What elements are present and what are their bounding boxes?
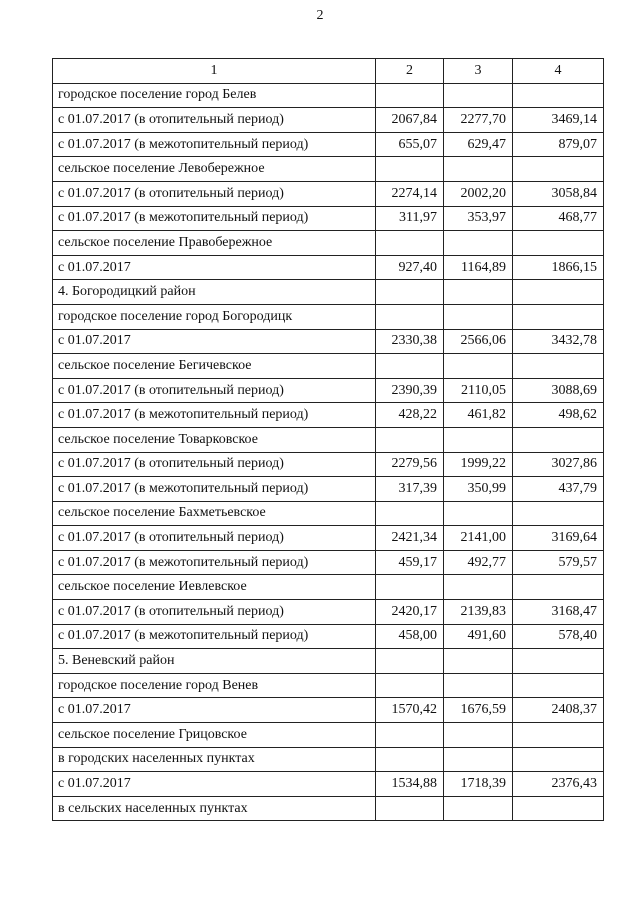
value-cell-col3 <box>444 673 513 698</box>
value-cell-col4: 2408,37 <box>513 698 604 723</box>
value-cell-col2: 927,40 <box>376 255 444 280</box>
value-cell-col2: 2330,38 <box>376 329 444 354</box>
value-cell-col2: 458,00 <box>376 624 444 649</box>
value-cell-col4 <box>513 83 604 108</box>
row-label: сельское поселение Левобережное <box>53 157 376 182</box>
value-cell-col4 <box>513 575 604 600</box>
value-cell-col2: 317,39 <box>376 477 444 502</box>
table-row <box>53 477 604 502</box>
table-row <box>53 157 604 182</box>
column-header-2: 2 <box>376 59 444 84</box>
value-cell-col2: 2274,14 <box>376 181 444 206</box>
value-cell-col2 <box>376 649 444 674</box>
table-row <box>53 83 604 108</box>
table-row <box>53 772 604 797</box>
value-cell-col3 <box>444 354 513 379</box>
row-label: с 01.07.2017 (в межотопительный период) <box>53 132 376 157</box>
value-cell-col2 <box>376 304 444 329</box>
value-cell-col3 <box>444 723 513 748</box>
value-cell-col3: 1676,59 <box>444 698 513 723</box>
value-cell-col3: 350,99 <box>444 477 513 502</box>
value-cell-col4 <box>513 427 604 452</box>
row-label: сельское поселение Грицовское <box>53 723 376 748</box>
value-cell-col3: 2110,05 <box>444 378 513 403</box>
value-cell-col4 <box>513 673 604 698</box>
value-cell-col4: 3432,78 <box>513 329 604 354</box>
row-label: с 01.07.2017 <box>53 329 376 354</box>
table-row <box>53 181 604 206</box>
value-cell-col2 <box>376 723 444 748</box>
table-row <box>53 747 604 772</box>
column-header-1: 1 <box>53 59 376 84</box>
value-cell-col4: 3469,14 <box>513 108 604 133</box>
value-cell-col2: 1570,42 <box>376 698 444 723</box>
row-label: с 01.07.2017 (в межотопительный период) <box>53 403 376 428</box>
value-cell-col4 <box>513 157 604 182</box>
value-cell-col3: 2139,83 <box>444 600 513 625</box>
table-row <box>53 649 604 674</box>
table-row <box>53 403 604 428</box>
value-cell-col2 <box>376 427 444 452</box>
value-cell-col2 <box>376 83 444 108</box>
row-label: с 01.07.2017 (в отопительный период) <box>53 526 376 551</box>
value-cell-col2 <box>376 747 444 772</box>
value-cell-col3 <box>444 231 513 256</box>
value-cell-col3: 2566,06 <box>444 329 513 354</box>
row-label: городское поселение город Венев <box>53 673 376 698</box>
value-cell-col3: 1718,39 <box>444 772 513 797</box>
value-cell-col3: 2002,20 <box>444 181 513 206</box>
value-cell-col3: 629,47 <box>444 132 513 157</box>
value-cell-col3 <box>444 796 513 821</box>
table-row <box>53 255 604 280</box>
value-cell-col2 <box>376 575 444 600</box>
value-cell-col3 <box>444 280 513 305</box>
table-header <box>53 59 604 84</box>
table-row <box>53 501 604 526</box>
value-cell-col2: 655,07 <box>376 132 444 157</box>
value-cell-col3 <box>444 747 513 772</box>
row-label: с 01.07.2017 <box>53 255 376 280</box>
row-label: сельское поселение Бегичевское <box>53 354 376 379</box>
value-cell-col4 <box>513 304 604 329</box>
row-label: с 01.07.2017 (в межотопительный период) <box>53 477 376 502</box>
value-cell-col3 <box>444 649 513 674</box>
value-cell-col4: 3168,47 <box>513 600 604 625</box>
column-header-4: 4 <box>513 59 604 84</box>
table-row <box>53 723 604 748</box>
value-cell-col2: 2390,39 <box>376 378 444 403</box>
row-label: сельское поселение Иевлевское <box>53 575 376 600</box>
value-cell-col4: 498,62 <box>513 403 604 428</box>
table-row <box>53 231 604 256</box>
row-label: сельское поселение Бахметьевское <box>53 501 376 526</box>
value-cell-col4 <box>513 649 604 674</box>
tariff-table <box>52 58 604 821</box>
value-cell-col3 <box>444 501 513 526</box>
value-cell-col3 <box>444 304 513 329</box>
table-body <box>53 83 604 821</box>
value-cell-col3: 2277,70 <box>444 108 513 133</box>
row-label: городское поселение город Белев <box>53 83 376 108</box>
value-cell-col4 <box>513 280 604 305</box>
value-cell-col2 <box>376 157 444 182</box>
row-label: городское поселение город Богородицк <box>53 304 376 329</box>
value-cell-col3 <box>444 83 513 108</box>
row-label: с 01.07.2017 (в межотопительный период) <box>53 550 376 575</box>
header-row <box>53 59 604 84</box>
value-cell-col3 <box>444 427 513 452</box>
value-cell-col2 <box>376 501 444 526</box>
table-row <box>53 427 604 452</box>
value-cell-col3 <box>444 157 513 182</box>
row-label: с 01.07.2017 (в отопительный период) <box>53 108 376 133</box>
row-label: в сельских населенных пунктах <box>53 796 376 821</box>
value-cell-col3: 353,97 <box>444 206 513 231</box>
value-cell-col2 <box>376 354 444 379</box>
table-row <box>53 329 604 354</box>
row-label: 5. Веневский район <box>53 649 376 674</box>
table-row <box>53 378 604 403</box>
row-label: с 01.07.2017 (в отопительный период) <box>53 378 376 403</box>
value-cell-col4: 579,57 <box>513 550 604 575</box>
value-cell-col4 <box>513 354 604 379</box>
value-cell-col4: 3088,69 <box>513 378 604 403</box>
value-cell-col4: 1866,15 <box>513 255 604 280</box>
value-cell-col4: 578,40 <box>513 624 604 649</box>
row-label: сельское поселение Правобережное <box>53 231 376 256</box>
value-cell-col2: 2420,17 <box>376 600 444 625</box>
row-label: с 01.07.2017 <box>53 698 376 723</box>
value-cell-col2 <box>376 231 444 256</box>
table-row <box>53 304 604 329</box>
value-cell-col4 <box>513 231 604 256</box>
table-row <box>53 280 604 305</box>
row-label: с 01.07.2017 (в отопительный период) <box>53 181 376 206</box>
value-cell-col2: 1534,88 <box>376 772 444 797</box>
value-cell-col3: 1999,22 <box>444 452 513 477</box>
value-cell-col3: 461,82 <box>444 403 513 428</box>
value-cell-col4: 3027,86 <box>513 452 604 477</box>
value-cell-col3 <box>444 575 513 600</box>
row-label: с 01.07.2017 (в межотопительный период) <box>53 624 376 649</box>
value-cell-col2: 2421,34 <box>376 526 444 551</box>
table-row <box>53 796 604 821</box>
row-label: с 01.07.2017 (в отопительный период) <box>53 452 376 477</box>
table-row <box>53 354 604 379</box>
table-row <box>53 698 604 723</box>
value-cell-col4 <box>513 501 604 526</box>
value-cell-col2: 428,22 <box>376 403 444 428</box>
value-cell-col4: 3169,64 <box>513 526 604 551</box>
value-cell-col2 <box>376 796 444 821</box>
value-cell-col3: 1164,89 <box>444 255 513 280</box>
table-row <box>53 526 604 551</box>
value-cell-col2: 311,97 <box>376 206 444 231</box>
row-label: 4. Богородицкий район <box>53 280 376 305</box>
table-row <box>53 673 604 698</box>
value-cell-col2 <box>376 280 444 305</box>
column-header-3: 3 <box>444 59 513 84</box>
value-cell-col4 <box>513 747 604 772</box>
table-row <box>53 108 604 133</box>
table-row <box>53 575 604 600</box>
page-number: 2 <box>316 8 324 23</box>
row-label: в городских населенных пунктах <box>53 747 376 772</box>
table-row <box>53 452 604 477</box>
table-row <box>53 132 604 157</box>
value-cell-col2 <box>376 673 444 698</box>
row-label: сельское поселение Товарковское <box>53 427 376 452</box>
value-cell-col4: 468,77 <box>513 206 604 231</box>
value-cell-col3: 2141,00 <box>444 526 513 551</box>
table-row <box>53 600 604 625</box>
table-row <box>53 624 604 649</box>
row-label: с 01.07.2017 (в отопительный период) <box>53 600 376 625</box>
value-cell-col3: 491,60 <box>444 624 513 649</box>
value-cell-col4 <box>513 796 604 821</box>
value-cell-col4: 2376,43 <box>513 772 604 797</box>
value-cell-col4: 437,79 <box>513 477 604 502</box>
value-cell-col4: 879,07 <box>513 132 604 157</box>
value-cell-col2: 2279,56 <box>376 452 444 477</box>
table-row <box>53 550 604 575</box>
value-cell-col4 <box>513 723 604 748</box>
value-cell-col2: 459,17 <box>376 550 444 575</box>
value-cell-col3: 492,77 <box>444 550 513 575</box>
row-label: с 01.07.2017 <box>53 772 376 797</box>
table-row <box>53 206 604 231</box>
row-label: с 01.07.2017 (в межотопительный период) <box>53 206 376 231</box>
value-cell-col4: 3058,84 <box>513 181 604 206</box>
value-cell-col2: 2067,84 <box>376 108 444 133</box>
